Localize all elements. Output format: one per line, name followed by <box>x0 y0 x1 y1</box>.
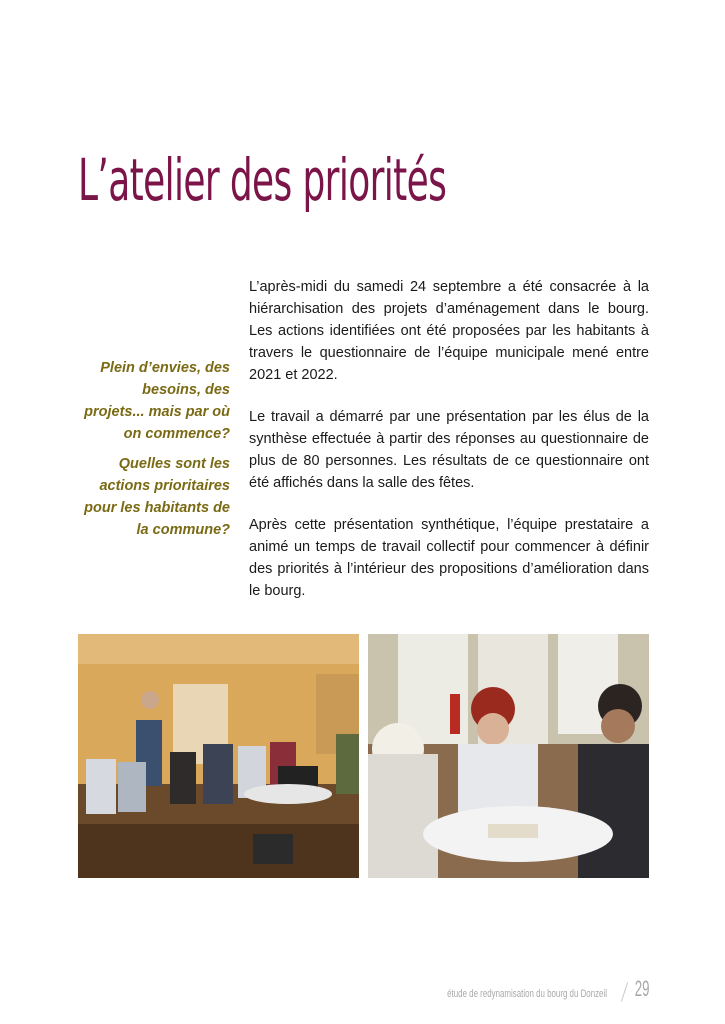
footer-text: étude de redynamisation du bourg du Donzeil <box>447 988 607 1000</box>
photo-meeting-room-icon <box>78 634 359 878</box>
page-title: L’atelier des priorités <box>78 146 447 214</box>
page-footer <box>329 976 649 1002</box>
sidebar-quote-1: Plein d’envies, des besoins, des projets... mais par où on commence? <box>84 360 230 442</box>
page-number: 29 <box>634 976 649 1001</box>
body-paragraph-3: Après cette présentation synthétique, l’équipe prestataire a animé un temps de travail collectif pour commencer à définir des priorités à l’intérieur des propositions d’amélioration dans le bourg. <box>249 517 649 599</box>
sidebar-quotes <box>78 357 230 549</box>
body-paragraph-1: L’après-midi du samedi 24 septembre a été consacrée à la hiérarchisation des projets d’aménagement dans le bourg. Les actions identifiées ont été proposées par les habitants à travers le questionnaire de l’équipe municipale mené entre 2021 et 2022. <box>249 279 649 383</box>
footer-divider <box>621 982 628 1001</box>
body-text <box>249 276 649 622</box>
photo-table-workshop <box>368 634 649 878</box>
body-paragraph-2: Le travail a démarré par une présentation par les élus de la synthèse effectuée à partir des réponses au questionnaire de plus de 80 personnes. Les résultats de ce questionnaire ont été affichés dans la salle des fêtes. <box>249 409 649 491</box>
photo-meeting-room <box>78 634 359 878</box>
sidebar-quote-2: Quelles sont les actions prioritaires pour les habitants de la commune? <box>84 456 230 538</box>
photo-table-workshop-icon <box>368 634 649 878</box>
